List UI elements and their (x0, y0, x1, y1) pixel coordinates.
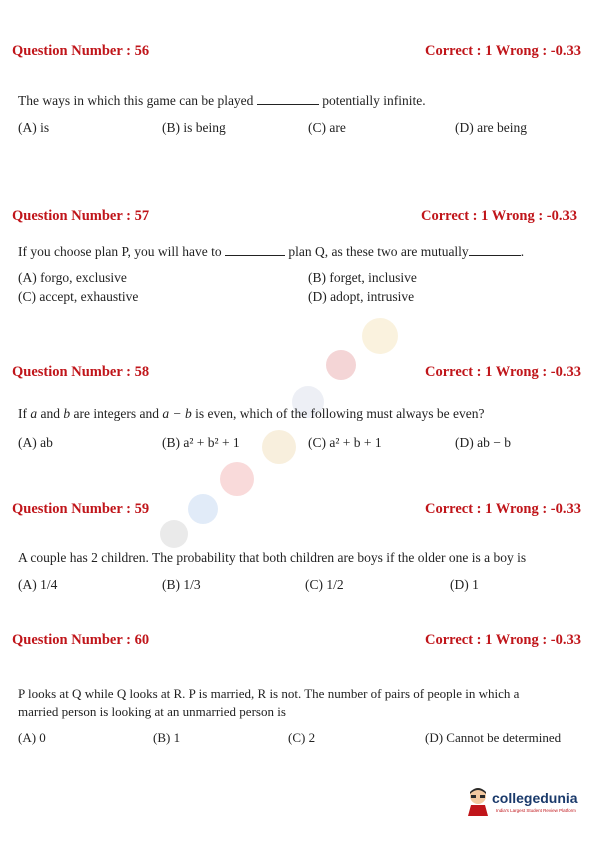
option-a[interactable]: (A) is (18, 120, 50, 135)
answer-blank (225, 243, 285, 256)
stem-text: If (18, 406, 27, 421)
question-stem: A couple has 2 children. The probability that both children are boys if the older one is a boy is (18, 550, 527, 565)
option-d[interactable]: (D) 1 (450, 577, 479, 592)
option-a[interactable]: (A) 1/4 (18, 577, 58, 592)
question-heading: Question Number : 59 (12, 501, 150, 517)
option-b[interactable]: (B) forget, inclusive (308, 270, 417, 285)
math-expression: a − b (162, 406, 192, 421)
question-heading: Question Number : 56 (12, 43, 150, 59)
marking-scheme: Correct : 1 Wrong : -0.33 (421, 208, 577, 224)
option-b[interactable]: (B) is being (162, 120, 226, 135)
answer-blank (257, 92, 319, 105)
stem-text: plan Q, as these two are mutually (288, 244, 469, 259)
stem-line: P looks at Q while Q looks at R. P is married, R is not. The number of pairs of people in which a (18, 686, 520, 701)
mascot-icon (466, 786, 490, 816)
answer-blank (469, 243, 521, 256)
marking-scheme: Correct : 1 Wrong : -0.33 (425, 632, 581, 648)
marking-scheme: Correct : 1 Wrong : -0.33 (425, 501, 581, 517)
logo-name: collegedunia (492, 790, 578, 806)
watermark-seal (160, 520, 188, 548)
option-c[interactable]: (C) accept, exhaustive (18, 289, 139, 304)
option-a[interactable]: (A) forgo, exclusive (18, 270, 127, 285)
math-variable: a (30, 406, 38, 421)
marking-scheme: Correct : 1 Wrong : -0.33 (425, 364, 581, 380)
logo-tagline: India's Largest Student Review Platform (496, 808, 576, 813)
option-b[interactable]: (B) a² + b² + 1 (162, 435, 240, 450)
stem-text: If you choose plan P, you will have to (18, 244, 222, 259)
option-b[interactable]: (B) 1/3 (162, 577, 201, 592)
marking-scheme: Correct : 1 Wrong : -0.33 (425, 43, 581, 59)
option-c[interactable]: (C) a² + b + 1 (308, 435, 382, 450)
math-variable: b (63, 406, 71, 421)
question-stem (18, 243, 524, 260)
option-d[interactable]: (D) Cannot be determined (425, 730, 562, 745)
option-a[interactable]: (A) ab (18, 435, 53, 450)
option-c[interactable]: (C) 2 (288, 730, 316, 745)
watermark-seal (220, 462, 254, 496)
collegedunia-logo (466, 782, 584, 822)
watermark-seal (262, 430, 296, 464)
stem-text: . (520, 244, 525, 259)
option-c[interactable]: (C) 1/2 (305, 577, 344, 592)
stem-text: potentially infinite. (322, 93, 426, 108)
option-a[interactable]: (A) 0 (18, 730, 46, 745)
option-d[interactable]: (D) are being (455, 120, 527, 135)
stem-line: married person is looking at an unmarried person is (18, 704, 286, 719)
stem-text: The ways in which this game can be played (18, 93, 254, 108)
option-d[interactable]: (D) ab − b (455, 435, 511, 450)
stem-text: is even, which of the following must always be even? (195, 406, 485, 421)
stem-text: and (40, 406, 60, 421)
option-c[interactable]: (C) are (308, 120, 346, 135)
question-heading: Question Number : 57 (12, 208, 150, 224)
watermark-seal (188, 494, 218, 524)
option-b[interactable]: (B) 1 (153, 730, 181, 745)
question-heading: Question Number : 58 (12, 364, 150, 380)
question-stem (18, 406, 485, 422)
watermark-seal (326, 350, 356, 380)
stem-text: are integers and (73, 406, 159, 421)
question-stem (18, 92, 426, 109)
question-heading: Question Number : 60 (12, 632, 150, 648)
option-d[interactable]: (D) adopt, intrusive (308, 289, 415, 304)
watermark-seal (362, 318, 398, 354)
question-stem (18, 686, 519, 720)
